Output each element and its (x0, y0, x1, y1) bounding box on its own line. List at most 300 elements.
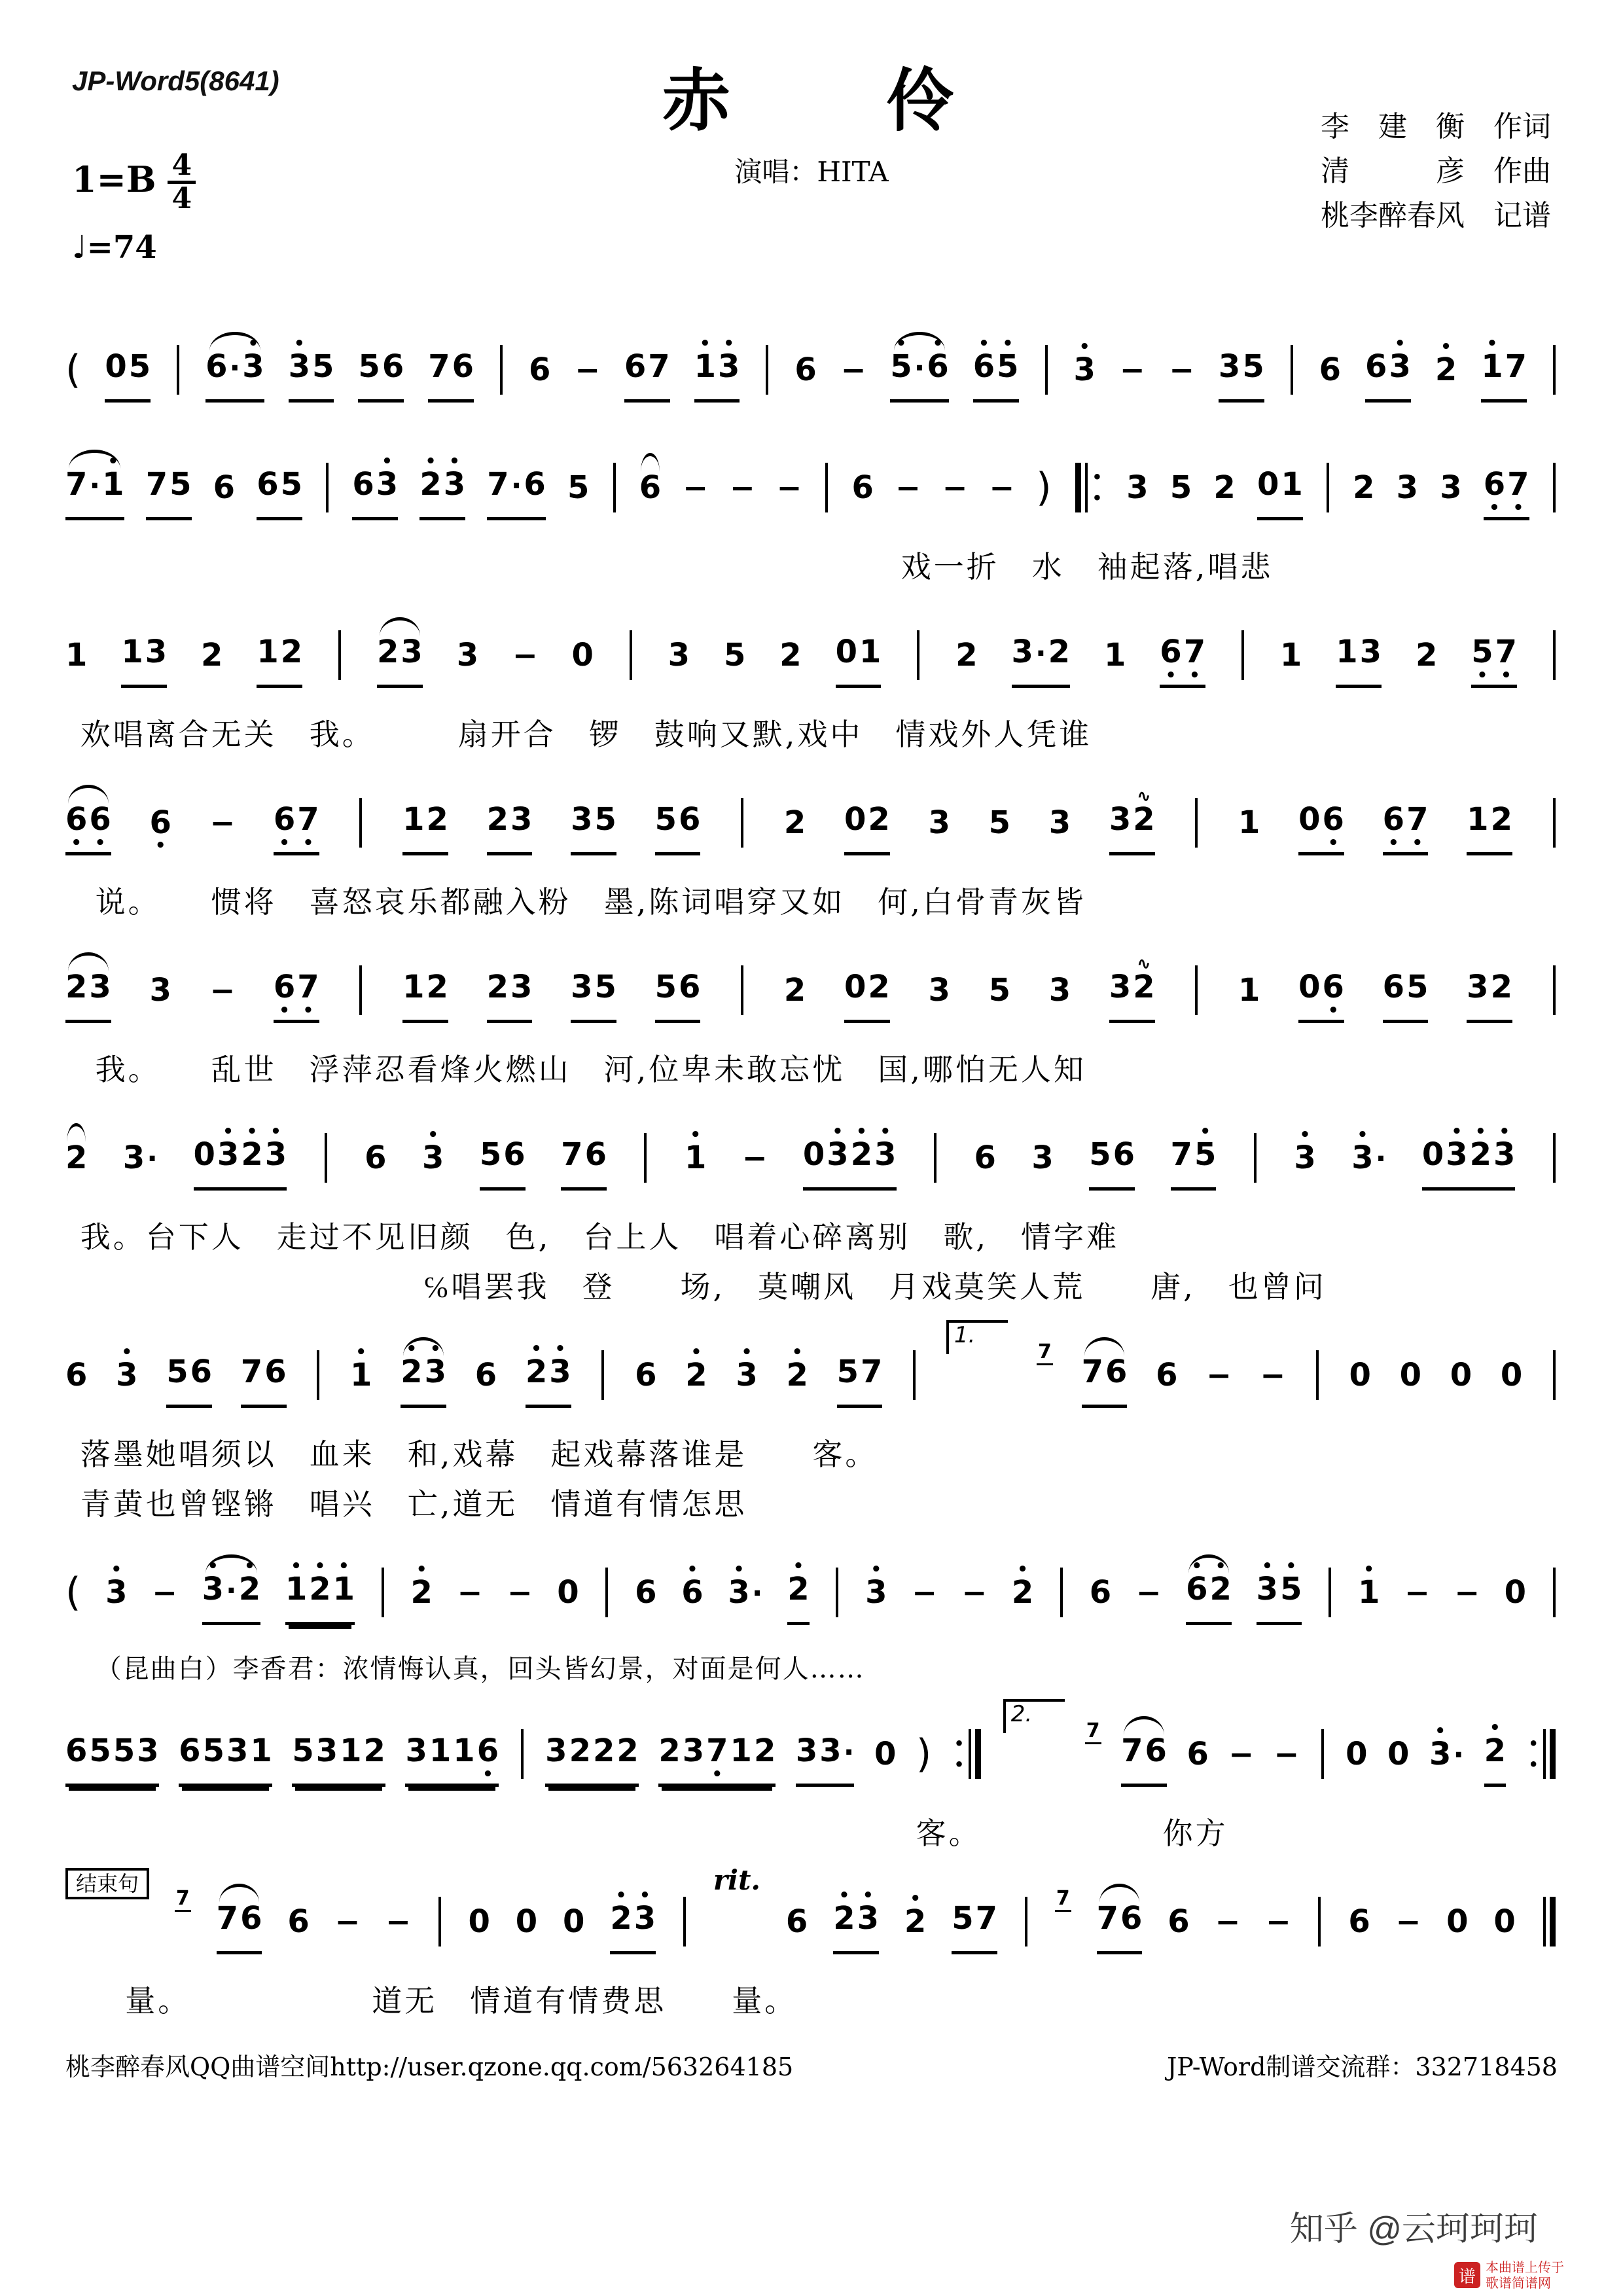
note-number: 3 (819, 1732, 842, 1770)
note-group (557, 1563, 579, 1622)
note-unit (833, 1886, 855, 1948)
slur-arc (68, 952, 108, 971)
note-token (1387, 1725, 1409, 1784)
note-token (1484, 455, 1529, 520)
note-group (1446, 1892, 1468, 1951)
footer-left-url: 桃李醉春风QQ曲谱空间http://user.qzone.qq.com/563264185 (65, 2053, 794, 2081)
note-number: − (741, 1139, 768, 1175)
note-unit (844, 958, 866, 1016)
note-token (1435, 336, 1457, 399)
key-signature (72, 151, 196, 214)
note-token (557, 1563, 579, 1622)
note-token (794, 340, 816, 399)
note-unit (453, 1721, 474, 1780)
note-token (796, 1721, 855, 1786)
note-token (865, 1559, 887, 1622)
note-token (655, 958, 701, 1022)
note-unit (1446, 1892, 1468, 1951)
note-number: 2 (363, 1732, 385, 1770)
note-unit (511, 458, 522, 514)
note-number: 6 (639, 469, 662, 506)
octave-dot-above: • (870, 1559, 882, 1579)
note-unit (803, 1125, 825, 1184)
note-token (105, 337, 151, 402)
note-number: 3 (315, 1732, 338, 1770)
octave-dot-above: • (291, 1556, 302, 1577)
note-token (1349, 1346, 1370, 1405)
note-token (684, 1124, 707, 1187)
note-group (116, 1342, 138, 1405)
note-number: 5 (479, 1136, 502, 1174)
note-unit (895, 459, 921, 516)
note-group (571, 958, 616, 1022)
octave-dot-above: • (615, 1886, 627, 1906)
note-number: 0 (835, 634, 858, 671)
note-token (989, 459, 1014, 516)
note-number: 2 (610, 1900, 632, 1937)
note-group (1481, 334, 1527, 402)
note-token (202, 1556, 261, 1624)
note-unit (1242, 337, 1264, 396)
note-unit (476, 1721, 499, 1784)
note-number: 1 (350, 1356, 372, 1393)
note-token (1170, 1122, 1217, 1190)
note-group (1156, 1346, 1177, 1405)
note-group (1089, 1125, 1135, 1190)
octave-dot-above: • (1200, 1122, 1211, 1142)
note-unit (728, 1559, 750, 1622)
note-number: 3 (682, 1732, 705, 1770)
note-unit (150, 961, 171, 1020)
note-group (655, 958, 701, 1022)
note-token (1136, 1564, 1162, 1621)
note-group (694, 334, 740, 402)
note-unit (616, 1721, 638, 1780)
note-token (274, 958, 319, 1022)
note-group (955, 626, 977, 685)
note-number: 6 (1113, 1136, 1135, 1174)
octave-dot-above: • (531, 1339, 542, 1359)
note-unit (213, 458, 235, 517)
lyrics-row: 落墨她唱须以 血来 和,戏幕 起戏幕落谁是 客。 (80, 1437, 878, 1472)
note-number: − (152, 1574, 177, 1610)
note-unit (1322, 790, 1344, 853)
note-number: 0 (1493, 1903, 1516, 1940)
note-number: · (229, 351, 241, 385)
note-unit (571, 790, 592, 849)
note-number: 5 (567, 469, 590, 506)
note-group (241, 1342, 287, 1407)
note-unit (989, 459, 1014, 516)
note-token (405, 1721, 499, 1786)
note-number: 6 (927, 348, 949, 386)
note-group (865, 1559, 887, 1622)
note-group (1440, 458, 1461, 517)
note-number: − (942, 469, 968, 505)
notes-row (65, 321, 1558, 419)
note-number: 6 (1319, 351, 1342, 388)
note-number: − (895, 469, 921, 505)
note-token (402, 790, 448, 855)
note-number: 6 (65, 801, 88, 838)
lyrics-row: 我。台下人 走过不见旧颜 色, 台上人 唱着心碎离别 歌, 情字难 (80, 1219, 1120, 1255)
octave-dot-above: • (1262, 1556, 1273, 1577)
note-group (468, 1892, 490, 1951)
note-unit (563, 1892, 584, 1951)
note-group (728, 1559, 763, 1622)
note-unit (510, 790, 532, 849)
note-number: 7 (145, 466, 168, 503)
note-unit (857, 1886, 880, 1948)
score-line (65, 606, 1558, 754)
note-number: 6 (1348, 1903, 1370, 1940)
note-unit (129, 337, 151, 396)
note-number: 5 (952, 1900, 974, 1937)
note-token (292, 1721, 385, 1786)
note-token (874, 1725, 896, 1784)
octave-dot-below: • (1489, 497, 1500, 518)
note-number: 0 (468, 1903, 490, 1940)
note-group (1012, 622, 1071, 687)
note-unit (648, 337, 669, 396)
note-unit (827, 1122, 849, 1184)
note-unit (679, 958, 700, 1016)
note-number: 2 (201, 636, 223, 673)
lyrics-row: 我。 乱世 浮萍忍看烽火燃山 河,位卑未敢忘忧 国,哪怕无人知 (95, 1052, 1086, 1087)
note-unit (1507, 455, 1529, 518)
note-number: − (912, 1574, 937, 1610)
note-number: 1 (65, 636, 88, 673)
barline (1551, 463, 1558, 512)
note-number: 1 (402, 801, 425, 838)
note-unit (706, 1721, 728, 1784)
note-number: 2 (241, 1136, 263, 1174)
note-unit (784, 961, 806, 1020)
slur-arc (1124, 1716, 1164, 1735)
note-unit (683, 1721, 704, 1780)
note-token (836, 622, 882, 687)
barline (175, 345, 181, 395)
note-number: 2 (426, 801, 448, 838)
note-number: 6 (264, 1354, 287, 1391)
note-number: 5 (1089, 1136, 1111, 1174)
octave-dot-above: • (690, 1342, 702, 1362)
note-token (786, 1342, 808, 1405)
note-unit (1454, 1564, 1480, 1621)
note-token (512, 626, 538, 684)
note-number: 7 (428, 348, 450, 386)
barline (1316, 1897, 1323, 1946)
note-token (895, 459, 921, 516)
lyrics-row: 戏一折 水 袖起落,唱悲 (901, 549, 1274, 584)
note-unit (1406, 790, 1429, 853)
note-unit (1170, 458, 1192, 517)
note-token (1109, 954, 1155, 1022)
octave-dot-above: • (223, 1122, 234, 1142)
note-number: 7 (1081, 1354, 1103, 1391)
note-group (385, 1893, 411, 1950)
octave-dot-below: • (1476, 665, 1488, 685)
note-number: 2 (65, 969, 88, 1006)
note-unit (928, 793, 950, 852)
note-unit (730, 1721, 752, 1780)
note-unit (1429, 1721, 1452, 1784)
note-group (942, 459, 968, 516)
note-number: 3 (874, 1136, 897, 1174)
note-unit (452, 337, 474, 396)
note-number: 2 (426, 969, 448, 1006)
note-token (1481, 334, 1527, 402)
note-number: 6 (179, 1732, 201, 1770)
note-token (567, 458, 589, 517)
note-unit (575, 341, 600, 399)
note-number: 2 (783, 971, 806, 1009)
octave-dot-above: • (1299, 1124, 1311, 1145)
note-number: 6 (452, 348, 474, 386)
note-number: 2 (1469, 1136, 1492, 1174)
note-number: − (729, 469, 755, 505)
note-unit (742, 1129, 768, 1187)
note-token (952, 1889, 997, 1954)
note-unit (1104, 626, 1126, 685)
note-unit (89, 1721, 111, 1780)
octave-dot-above: • (244, 1556, 255, 1577)
note-group (730, 459, 755, 516)
note-token (777, 459, 802, 516)
note-number: 3 (795, 1732, 818, 1770)
note-token (121, 622, 167, 687)
note-token (837, 1342, 883, 1407)
note-unit (752, 1566, 763, 1622)
note-token (123, 1128, 158, 1187)
note-token (742, 1129, 768, 1187)
barline (1551, 965, 1558, 1015)
note-unit (1346, 1725, 1367, 1784)
note-unit (529, 340, 550, 399)
note-group (121, 622, 167, 687)
octave-dot-above: • (880, 1122, 891, 1142)
octave-dot-above: • (1215, 1556, 1226, 1577)
note-group (610, 1886, 656, 1954)
note-unit (1376, 1131, 1387, 1187)
note-number: 2 (1415, 636, 1438, 673)
note-number: 2 (401, 1354, 423, 1391)
note-unit (65, 1721, 87, 1780)
note-number: 3 (1048, 804, 1071, 841)
note-token (507, 1564, 533, 1621)
note-number: 2 (65, 1139, 88, 1176)
note-unit (736, 1342, 758, 1405)
note-unit (190, 1342, 212, 1401)
octave-dot-below: • (1327, 1000, 1339, 1020)
note-number: ( (65, 346, 81, 393)
note-unit (1353, 458, 1374, 517)
note-group (210, 794, 236, 852)
note-token (377, 622, 423, 687)
note-number: 0 (1450, 1356, 1472, 1393)
slur-arc (68, 785, 108, 804)
note-group (786, 1892, 808, 1951)
note-unit (1396, 1893, 1421, 1950)
note-group (1348, 1892, 1370, 1951)
note-token (1160, 622, 1205, 687)
note-number: − (961, 1574, 988, 1610)
note-unit (487, 455, 508, 514)
slur-arc (380, 617, 419, 636)
note-group (457, 626, 478, 685)
note-token (928, 961, 950, 1020)
note-group (1169, 341, 1194, 399)
note-token (668, 626, 690, 685)
note-unit (595, 790, 616, 849)
note-group (1346, 1725, 1367, 1784)
note-unit (585, 1125, 607, 1184)
octave-dot-above: • (338, 1556, 349, 1577)
note-unit (427, 958, 448, 1016)
note-unit (1481, 334, 1503, 396)
composer-credit: 清 彦 作曲 (1321, 154, 1551, 188)
note-unit (402, 790, 424, 849)
note-unit (169, 455, 191, 514)
note-token (736, 1342, 758, 1405)
note-group (844, 958, 890, 1022)
note-token (784, 961, 806, 1020)
note-token (179, 1721, 272, 1786)
note-unit (1453, 1727, 1464, 1784)
note-number: · (89, 469, 101, 503)
note-unit (410, 1559, 433, 1622)
note-number: 2 (1213, 469, 1236, 506)
note-unit (859, 622, 881, 681)
note-group (1168, 1892, 1189, 1951)
note-group (1120, 341, 1145, 399)
barline (739, 798, 745, 848)
note-unit (281, 622, 302, 681)
note-unit (297, 790, 319, 853)
note-token (468, 1892, 490, 1951)
note-token (694, 334, 740, 402)
note-unit (1238, 793, 1260, 852)
note-number: 6 (190, 1354, 213, 1391)
note-group (1454, 1564, 1480, 1621)
note-number: 0 (874, 1735, 897, 1772)
note-group (150, 961, 171, 1020)
note-number: 6 (365, 1139, 387, 1176)
note-number: − (1404, 1574, 1430, 1610)
note-token (1120, 341, 1145, 399)
note-unit (510, 958, 532, 1016)
note-unit (1049, 793, 1071, 852)
note-unit (105, 1559, 128, 1622)
note-unit (1126, 458, 1148, 517)
note-group (419, 452, 466, 520)
note-unit (201, 626, 223, 685)
note-unit (210, 794, 236, 852)
note-number: 7 (860, 1354, 883, 1391)
note-unit (1349, 1346, 1370, 1405)
octave-dot-above: • (1435, 1721, 1446, 1741)
note-number: 2 (1490, 801, 1512, 838)
note-token (365, 1128, 386, 1187)
note-number: 6 (213, 469, 236, 506)
note-unit (874, 1122, 897, 1184)
note-unit (1382, 790, 1405, 853)
note-unit (312, 337, 334, 396)
note-group (916, 1721, 931, 1788)
note-number: 1 (1281, 466, 1303, 503)
note-unit (350, 1342, 372, 1405)
note-group (784, 961, 806, 1020)
note-unit (595, 958, 616, 1016)
score-line (65, 1109, 1558, 1306)
note-unit (1365, 337, 1387, 396)
barline (323, 1133, 329, 1183)
note-unit (1298, 790, 1320, 849)
note-unit (718, 334, 740, 396)
note-unit (1109, 958, 1131, 1016)
note-unit (1266, 1893, 1291, 1950)
note-number: 2 (833, 1900, 855, 1937)
note-number: 0 (1346, 1735, 1368, 1772)
note-group (1109, 787, 1155, 855)
barline (1043, 345, 1050, 395)
barline (1551, 798, 1558, 848)
note-number: ) (1036, 464, 1052, 511)
barline (1289, 345, 1295, 395)
slur-arc (67, 1123, 86, 1142)
note-unit (1483, 455, 1506, 518)
note-unit (1281, 455, 1302, 514)
note-number: 3 (1031, 1139, 1054, 1176)
note-group (516, 1892, 537, 1951)
note-unit (1011, 1559, 1034, 1622)
note-number: 3 (1011, 634, 1033, 671)
note-number: 7 (1096, 1900, 1118, 1937)
note-number: 6 (1105, 1354, 1128, 1391)
note-unit (861, 1342, 882, 1401)
header (65, 46, 1558, 321)
octave-dot-above: • (910, 1888, 921, 1909)
note-group (475, 1346, 497, 1405)
octave-dot-above: • (107, 452, 119, 472)
note-unit (852, 458, 874, 517)
note-group (833, 1886, 880, 1954)
octave-dot-above: • (1486, 334, 1498, 354)
note-group (624, 337, 670, 402)
note-group (1136, 1564, 1162, 1621)
note-unit (250, 1721, 272, 1780)
note-group (1049, 961, 1071, 1020)
note-group (736, 1342, 758, 1405)
octave-dot-below: • (1512, 497, 1524, 518)
note-unit (340, 1721, 361, 1780)
note-unit (655, 958, 677, 1016)
note-token (1346, 1725, 1367, 1784)
note-token (1256, 1556, 1302, 1624)
note-number: 5 (723, 636, 746, 673)
barline (915, 630, 921, 680)
note-group (1011, 1559, 1034, 1622)
note-token (152, 1564, 177, 1621)
note-group (545, 1721, 639, 1786)
barline: • • (1073, 463, 1105, 512)
note-unit (264, 1342, 286, 1401)
note-number: 5 (358, 348, 380, 386)
note-group (1484, 1718, 1506, 1786)
note-token (287, 1892, 309, 1951)
note-unit (942, 459, 968, 516)
note-number: 5 (836, 1354, 859, 1391)
